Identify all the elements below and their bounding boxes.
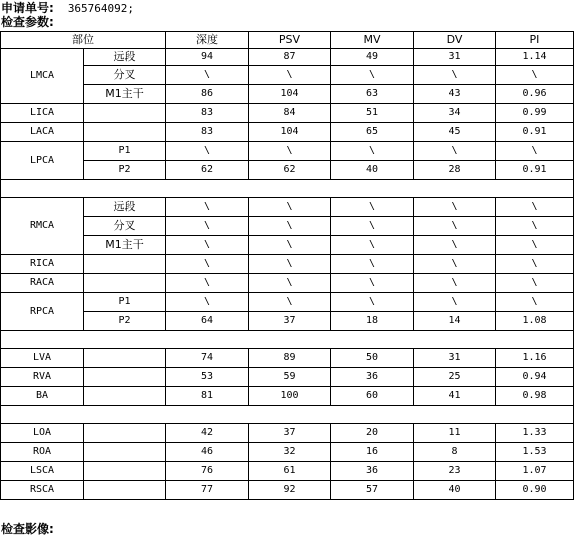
vessel-name-cell: LSCA [1, 462, 84, 481]
images-heading [1, 522, 54, 536]
depth-cell: \ [166, 236, 249, 255]
psv-cell: 61 [249, 462, 331, 481]
pi-cell: \ [496, 142, 574, 161]
psv-cell: 104 [249, 85, 331, 104]
table-row [1, 85, 574, 104]
segment-cell: 远段 [84, 49, 166, 66]
dv-cell: 8 [414, 443, 496, 462]
table-row [1, 236, 574, 255]
vessel-name-cell: RPCA [1, 293, 84, 331]
psv-cell: 100 [249, 387, 331, 406]
depth-cell: \ [166, 66, 249, 85]
dv-cell: \ [414, 274, 496, 293]
psv-cell: \ [249, 255, 331, 274]
column-header: 部位 [1, 32, 166, 49]
depth-cell: 42 [166, 424, 249, 443]
depth-cell: \ [166, 274, 249, 293]
dv-cell: 28 [414, 161, 496, 180]
dv-cell: 11 [414, 424, 496, 443]
table-row [1, 481, 574, 500]
dv-cell: 41 [414, 387, 496, 406]
segment-cell: M1主干 [84, 85, 166, 104]
mv-cell: \ [331, 198, 414, 217]
psv-cell: 37 [249, 424, 331, 443]
pi-cell: 1.14 [496, 49, 574, 66]
segment-cell [84, 443, 166, 462]
dv-cell: 43 [414, 85, 496, 104]
table-header-row [1, 32, 574, 49]
psv-cell: 92 [249, 481, 331, 500]
psv-cell: \ [249, 274, 331, 293]
mv-cell: \ [331, 293, 414, 312]
depth-cell: \ [166, 293, 249, 312]
psv-cell: \ [249, 217, 331, 236]
pi-cell: 0.91 [496, 161, 574, 180]
psv-cell: \ [249, 142, 331, 161]
pi-cell: \ [496, 255, 574, 274]
depth-cell: 62 [166, 161, 249, 180]
mv-cell: \ [331, 274, 414, 293]
column-header: PI [496, 32, 574, 49]
segment-cell [84, 255, 166, 274]
segment-cell: P1 [84, 142, 166, 161]
psv-cell: \ [249, 66, 331, 85]
mv-cell: \ [331, 217, 414, 236]
spacer-cell [1, 406, 574, 424]
depth-cell: 74 [166, 349, 249, 368]
table-row [1, 161, 574, 180]
pi-cell: 0.98 [496, 387, 574, 406]
table-row [1, 293, 574, 312]
segment-cell [84, 368, 166, 387]
depth-cell: \ [166, 217, 249, 236]
mv-cell: 18 [331, 312, 414, 331]
psv-cell: 62 [249, 161, 331, 180]
vessel-name-cell: LICA [1, 104, 84, 123]
segment-cell [84, 123, 166, 142]
segment-cell: P1 [84, 293, 166, 312]
pi-cell: \ [496, 217, 574, 236]
pi-cell: 1.16 [496, 349, 574, 368]
pi-cell: 0.91 [496, 123, 574, 142]
pi-cell: 0.94 [496, 368, 574, 387]
segment-cell [84, 387, 166, 406]
table-row [1, 49, 574, 66]
table-spacer-row [1, 406, 574, 424]
pi-cell: 1.07 [496, 462, 574, 481]
vessel-name-cell: RICA [1, 255, 84, 274]
mv-cell: \ [331, 66, 414, 85]
apply-number-label: 申请单号: [1, 1, 54, 15]
column-header: 深度 [166, 32, 249, 49]
table-row [1, 443, 574, 462]
dv-cell: \ [414, 293, 496, 312]
psv-cell: 89 [249, 349, 331, 368]
depth-cell: 53 [166, 368, 249, 387]
dv-cell: \ [414, 142, 496, 161]
psv-cell: 32 [249, 443, 331, 462]
dv-cell: 45 [414, 123, 496, 142]
dv-cell: 34 [414, 104, 496, 123]
psv-cell: \ [249, 293, 331, 312]
table-row [1, 462, 574, 481]
mv-cell: 57 [331, 481, 414, 500]
depth-cell: 94 [166, 49, 249, 66]
params-table [0, 31, 574, 500]
pi-cell: \ [496, 66, 574, 85]
table-row [1, 142, 574, 161]
segment-cell [84, 481, 166, 500]
mv-cell: 51 [331, 104, 414, 123]
vessel-name-cell: LPCA [1, 142, 84, 180]
vessel-name-cell: LOA [1, 424, 84, 443]
vessel-name-cell: LVA [1, 349, 84, 368]
vessel-name-cell: BA [1, 387, 84, 406]
pi-cell: \ [496, 236, 574, 255]
psv-cell: 84 [249, 104, 331, 123]
table-row [1, 198, 574, 217]
table-row [1, 66, 574, 85]
table-row [1, 387, 574, 406]
images-label: 检查影像: [1, 522, 54, 536]
dv-cell: 25 [414, 368, 496, 387]
pi-cell: 1.33 [496, 424, 574, 443]
segment-cell [84, 104, 166, 123]
column-header: DV [414, 32, 496, 49]
mv-cell: 63 [331, 85, 414, 104]
pi-cell: \ [496, 293, 574, 312]
segment-cell: 远段 [84, 198, 166, 217]
pi-cell: 0.90 [496, 481, 574, 500]
table-row [1, 274, 574, 293]
vessel-name-cell: RACA [1, 274, 84, 293]
segment-cell [84, 462, 166, 481]
segment-cell: 分叉 [84, 66, 166, 85]
depth-cell: \ [166, 255, 249, 274]
segment-cell: P2 [84, 161, 166, 180]
psv-cell: \ [249, 198, 331, 217]
mv-cell: 65 [331, 123, 414, 142]
pi-cell: 1.53 [496, 443, 574, 462]
table-row [1, 104, 574, 123]
vessel-name-cell: RMCA [1, 198, 84, 255]
dv-cell: 23 [414, 462, 496, 481]
apply-number-row [1, 1, 134, 16]
dv-cell: 31 [414, 49, 496, 66]
table-row [1, 368, 574, 387]
mv-cell: 60 [331, 387, 414, 406]
dv-cell: \ [414, 66, 496, 85]
dv-cell: 40 [414, 481, 496, 500]
psv-cell: 104 [249, 123, 331, 142]
depth-cell: 64 [166, 312, 249, 331]
mv-cell: 40 [331, 161, 414, 180]
vessel-name-cell: RVA [1, 368, 84, 387]
segment-cell [84, 424, 166, 443]
psv-cell: \ [249, 236, 331, 255]
depth-cell: 83 [166, 104, 249, 123]
table-spacer-row [1, 180, 574, 198]
depth-cell: 46 [166, 443, 249, 462]
dv-cell: 14 [414, 312, 496, 331]
mv-cell: \ [331, 142, 414, 161]
depth-cell: 83 [166, 123, 249, 142]
mv-cell: 16 [331, 443, 414, 462]
column-header: PSV [249, 32, 331, 49]
depth-cell: 81 [166, 387, 249, 406]
dv-cell: \ [414, 217, 496, 236]
table-spacer-row [1, 331, 574, 349]
depth-cell: \ [166, 198, 249, 217]
table-row [1, 217, 574, 236]
depth-cell: \ [166, 142, 249, 161]
segment-cell [84, 274, 166, 293]
mv-cell: 50 [331, 349, 414, 368]
segment-cell: M1主干 [84, 236, 166, 255]
vessel-name-cell: LMCA [1, 49, 84, 104]
pi-cell: 1.08 [496, 312, 574, 331]
dv-cell: 31 [414, 349, 496, 368]
segment-cell: P2 [84, 312, 166, 331]
mv-cell: 36 [331, 462, 414, 481]
params-heading [1, 15, 54, 29]
table-row [1, 424, 574, 443]
table-row [1, 255, 574, 274]
table-row [1, 123, 574, 142]
table-row [1, 349, 574, 368]
spacer-cell [1, 331, 574, 349]
mv-cell: \ [331, 255, 414, 274]
psv-cell: 87 [249, 49, 331, 66]
depth-cell: 77 [166, 481, 249, 500]
depth-cell: 76 [166, 462, 249, 481]
psv-cell: 59 [249, 368, 331, 387]
mv-cell: 36 [331, 368, 414, 387]
pi-cell: 0.96 [496, 85, 574, 104]
dv-cell: \ [414, 236, 496, 255]
mv-cell: 49 [331, 49, 414, 66]
column-header: MV [331, 32, 414, 49]
segment-cell [84, 349, 166, 368]
mv-cell: \ [331, 236, 414, 255]
dv-cell: \ [414, 198, 496, 217]
depth-cell: 86 [166, 85, 249, 104]
pi-cell: \ [496, 198, 574, 217]
segment-cell: 分叉 [84, 217, 166, 236]
psv-cell: 37 [249, 312, 331, 331]
dv-cell: \ [414, 255, 496, 274]
mv-cell: 20 [331, 424, 414, 443]
spacer-cell [1, 180, 574, 198]
pi-cell: 0.99 [496, 104, 574, 123]
apply-number-value: 365764092; [67, 2, 135, 15]
pi-cell: \ [496, 274, 574, 293]
table-row [1, 312, 574, 331]
vessel-name-cell: ROA [1, 443, 84, 462]
vessel-name-cell: RSCA [1, 481, 84, 500]
vessel-name-cell: LACA [1, 123, 84, 142]
params-label: 检查参数: [1, 15, 54, 29]
